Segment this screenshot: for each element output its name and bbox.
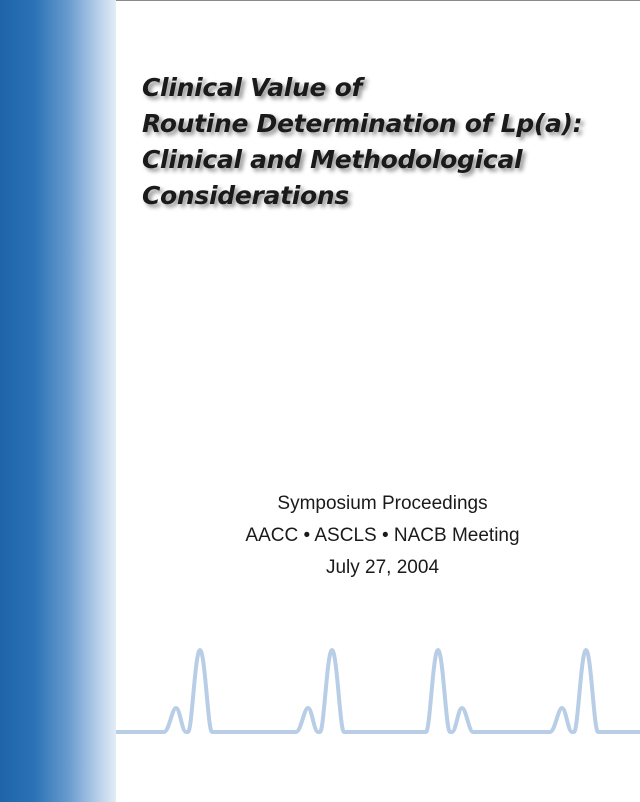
- event-info: [150, 488, 615, 584]
- pulse-wave-line: [116, 650, 640, 732]
- event-organizations: AACC • ASCLS • NACB Meeting: [245, 525, 520, 546]
- event-type: Symposium Proceedings: [277, 493, 488, 514]
- title-line-3: Clinical and Methodological: [142, 145, 523, 174]
- event-date: July 27, 2004: [325, 557, 440, 578]
- left-gradient-band: [0, 0, 116, 802]
- title-line-4: Considerations: [142, 181, 349, 210]
- top-rule: [116, 0, 640, 1]
- pulse-wave-graphic: [116, 630, 640, 750]
- title-line-2: Routine Determination of Lp(a):: [142, 109, 583, 138]
- document-title: [142, 70, 622, 214]
- title-line-1: Clinical Value of: [142, 73, 363, 102]
